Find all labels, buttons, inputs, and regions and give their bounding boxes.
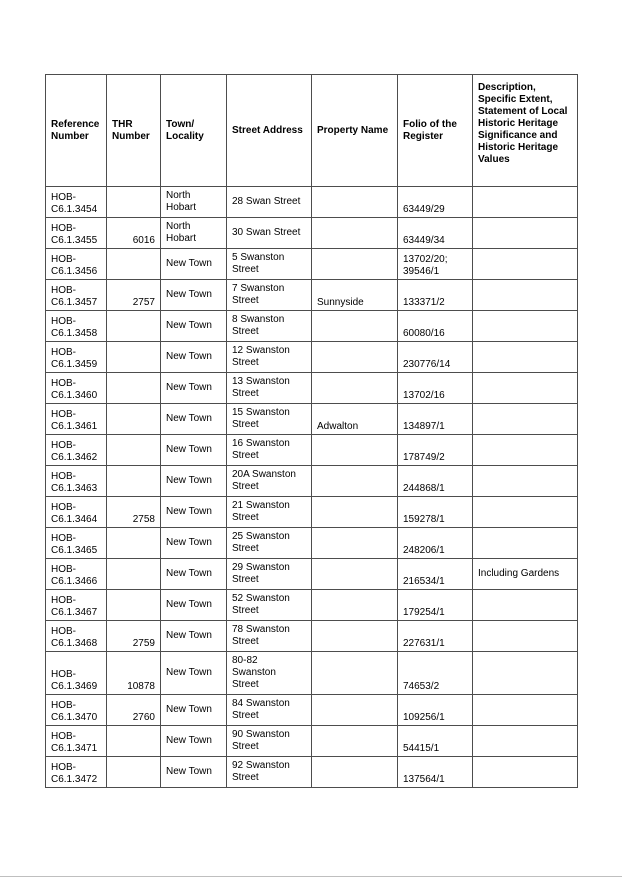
cell-folio: [398, 590, 473, 621]
cell-town-locality-text: New Town: [166, 703, 212, 715]
header-property-name: Property Name: [312, 75, 398, 187]
cell-thr-number-text: 2760: [132, 712, 155, 723]
cell-reference-number: [46, 757, 107, 788]
cell-folio-text: 133371/2: [403, 297, 445, 308]
cell-reference-number: [46, 466, 107, 497]
cell-description: [473, 249, 578, 280]
cell-town-locality: [161, 311, 227, 342]
cell-reference-number-text: HOB- C6.1.3467: [51, 595, 98, 618]
cell-reference-number: [46, 590, 107, 621]
cell-town-locality: [161, 280, 227, 311]
cell-folio-text: 63449/34: [403, 235, 445, 246]
table-row: [46, 652, 578, 695]
cell-property-name: [312, 435, 398, 466]
cell-reference-number-text: HOB- C6.1.3468: [51, 626, 98, 649]
cell-town-locality: [161, 497, 227, 528]
cell-folio-text: 137564/1: [403, 774, 445, 785]
cell-folio-text: 74653/2: [403, 681, 440, 692]
cell-street-address: [227, 466, 312, 497]
cell-reference-number-text: HOB- C6.1.3458: [51, 316, 98, 339]
cell-thr-number: [107, 311, 161, 342]
cell-town-locality: [161, 559, 227, 590]
cell-folio: [398, 404, 473, 435]
cell-property-name: [312, 187, 398, 218]
cell-street-address: [227, 435, 312, 466]
cell-reference-number: [46, 621, 107, 652]
cell-reference-number-text: HOB- C6.1.3459: [51, 347, 98, 370]
cell-street-address-text: 16 Swanston Street: [232, 437, 290, 461]
cell-reference-number: [46, 695, 107, 726]
cell-thr-number: [107, 466, 161, 497]
cell-town-locality: [161, 435, 227, 466]
cell-town-locality-text: New Town: [166, 567, 212, 579]
table-row: [46, 404, 578, 435]
cell-thr-number: [107, 342, 161, 373]
cell-street-address-text: 25 Swanston Street: [232, 530, 290, 554]
cell-street-address-text: 20A Swanston Street: [232, 468, 296, 492]
cell-street-address: [227, 280, 312, 311]
cell-street-address-text: 92 Swanston Street: [232, 759, 290, 783]
cell-thr-number: [107, 249, 161, 280]
cell-property-name: [312, 757, 398, 788]
cell-property-name: [312, 559, 398, 590]
cell-town-locality-text: New Town: [166, 381, 212, 393]
cell-thr-number-text: 2758: [132, 514, 155, 525]
cell-reference-number-text: HOB- C6.1.3465: [51, 533, 98, 556]
cell-folio-text: 134897/1: [403, 421, 445, 432]
cell-reference-number: [46, 373, 107, 404]
cell-folio: [398, 528, 473, 559]
table-row: [46, 466, 578, 497]
cell-folio: [398, 497, 473, 528]
cell-folio-text: 54415/1: [403, 743, 440, 754]
cell-town-locality: [161, 621, 227, 652]
cell-street-address: [227, 218, 312, 249]
cell-street-address-text: 15 Swanston Street: [232, 406, 290, 430]
cell-street-address: [227, 726, 312, 757]
table-row: [46, 311, 578, 342]
table-row: [46, 373, 578, 404]
cell-description: [473, 559, 578, 590]
cell-description: [473, 726, 578, 757]
heritage-register-table: [45, 74, 578, 788]
cell-property-name: [312, 311, 398, 342]
cell-reference-number-text: HOB- C6.1.3471: [51, 731, 98, 754]
cell-reference-number-text: HOB- C6.1.3460: [51, 378, 98, 401]
cell-street-address-text: 21 Swanston Street: [232, 499, 290, 523]
cell-reference-number: [46, 311, 107, 342]
cell-folio: [398, 695, 473, 726]
cell-town-locality-text: New Town: [166, 443, 212, 455]
cell-reference-number-text: HOB- C6.1.3455: [51, 223, 98, 246]
cell-folio-text: 13702/16: [403, 390, 445, 401]
cell-thr-number-text: 6016: [132, 235, 155, 246]
cell-reference-number: [46, 726, 107, 757]
cell-town-locality-text: New Town: [166, 734, 212, 746]
cell-town-locality: [161, 404, 227, 435]
cell-description: [473, 466, 578, 497]
table-row: [46, 280, 578, 311]
cell-property-name: [312, 652, 398, 695]
cell-thr-number: [107, 218, 161, 249]
cell-street-address-text: 29 Swanston Street: [232, 561, 290, 585]
cell-folio: [398, 218, 473, 249]
cell-reference-number-text: HOB- C6.1.3463: [51, 471, 98, 494]
header-folio: Folio of the Register: [398, 75, 473, 187]
cell-street-address-text: 80-82 Swanston Street: [232, 654, 276, 690]
cell-folio-text: 63449/29: [403, 204, 445, 215]
cell-street-address-text: 12 Swanston Street: [232, 344, 290, 368]
table-row: [46, 726, 578, 757]
cell-town-locality: [161, 249, 227, 280]
cell-description: [473, 695, 578, 726]
table-row: [46, 218, 578, 249]
cell-street-address: [227, 342, 312, 373]
cell-street-address-text: 28 Swan Street: [232, 195, 301, 207]
cell-reference-number: [46, 404, 107, 435]
cell-description: [473, 311, 578, 342]
cell-town-locality: [161, 590, 227, 621]
cell-folio: [398, 342, 473, 373]
cell-reference-number: [46, 280, 107, 311]
cell-reference-number-text: HOB- C6.1.3470: [51, 700, 98, 723]
cell-town-locality: [161, 652, 227, 695]
header-thr-number: THR Number: [107, 75, 161, 187]
cell-property-name: [312, 342, 398, 373]
cell-thr-number: [107, 559, 161, 590]
cell-street-address-text: 7 Swanston Street: [232, 282, 285, 306]
cell-town-locality-text: New Town: [166, 350, 212, 362]
cell-thr-number: [107, 373, 161, 404]
cell-folio-text: 159278/1: [403, 514, 445, 525]
cell-folio: [398, 621, 473, 652]
cell-description: [473, 404, 578, 435]
cell-reference-number-text: HOB- C6.1.3472: [51, 762, 98, 785]
cell-reference-number: [46, 435, 107, 466]
cell-folio-text: 244868/1: [403, 483, 445, 494]
cell-town-locality: [161, 695, 227, 726]
cell-town-locality-text: New Town: [166, 319, 212, 331]
cell-thr-number-text: 10878: [127, 681, 155, 692]
cell-thr-number: [107, 528, 161, 559]
cell-reference-number: [46, 249, 107, 280]
cell-folio: [398, 187, 473, 218]
cell-town-locality-text: New Town: [166, 666, 212, 678]
cell-street-address: [227, 757, 312, 788]
cell-reference-number-text: HOB- C6.1.3464: [51, 502, 98, 525]
cell-street-address: [227, 652, 312, 695]
cell-thr-number: [107, 590, 161, 621]
cell-street-address: [227, 621, 312, 652]
table-row: [46, 187, 578, 218]
cell-town-locality: [161, 466, 227, 497]
cell-description: [473, 497, 578, 528]
table-row: [46, 757, 578, 788]
cell-reference-number: [46, 652, 107, 695]
cell-thr-number: [107, 497, 161, 528]
table-row: [46, 249, 578, 280]
cell-reference-number: [46, 218, 107, 249]
cell-reference-number: [46, 528, 107, 559]
cell-property-name: [312, 280, 398, 311]
cell-reference-number-text: HOB- C6.1.3469: [51, 669, 98, 692]
cell-folio: [398, 726, 473, 757]
cell-reference-number-text: HOB- C6.1.3457: [51, 285, 98, 308]
cell-property-name: [312, 373, 398, 404]
cell-property-name: [312, 466, 398, 497]
cell-description: [473, 528, 578, 559]
cell-folio-text: 109256/1: [403, 712, 445, 723]
table-row: [46, 435, 578, 466]
header-street-address: Street Address: [227, 75, 312, 187]
cell-thr-number: [107, 435, 161, 466]
cell-reference-number-text: HOB- C6.1.3456: [51, 254, 98, 277]
cell-street-address-text: 84 Swanston Street: [232, 697, 290, 721]
table-row: [46, 621, 578, 652]
table-row: [46, 342, 578, 373]
cell-folio-text: 227631/1: [403, 638, 445, 649]
cell-folio: [398, 280, 473, 311]
cell-description: [473, 621, 578, 652]
cell-property-name: [312, 218, 398, 249]
cell-description: [473, 373, 578, 404]
cell-town-locality-text: New Town: [166, 505, 212, 517]
cell-property-name: [312, 621, 398, 652]
cell-street-address: [227, 404, 312, 435]
cell-description: [473, 590, 578, 621]
cell-town-locality: [161, 373, 227, 404]
cell-town-locality-text: New Town: [166, 474, 212, 486]
cell-description: [473, 218, 578, 249]
cell-description: [473, 435, 578, 466]
cell-folio-text: 13702/20; 39546/1: [403, 254, 448, 277]
cell-property-name: [312, 404, 398, 435]
cell-property-name: [312, 726, 398, 757]
cell-town-locality: [161, 342, 227, 373]
cell-description: [473, 757, 578, 788]
cell-folio: [398, 249, 473, 280]
cell-property-name-text: Adwalton: [317, 421, 359, 432]
table-row: [46, 695, 578, 726]
cell-property-name-text: Sunnyside: [317, 297, 364, 308]
cell-description: [473, 652, 578, 695]
cell-town-locality-text: New Town: [166, 629, 212, 641]
cell-street-address: [227, 590, 312, 621]
cell-property-name: [312, 497, 398, 528]
cell-thr-number: [107, 652, 161, 695]
cell-folio: [398, 311, 473, 342]
cell-description: [473, 342, 578, 373]
cell-folio-text: 60080/16: [403, 328, 445, 339]
cell-reference-number: [46, 497, 107, 528]
cell-property-name: [312, 590, 398, 621]
header-town-locality: Town/ Locality: [161, 75, 227, 187]
cell-folio: [398, 466, 473, 497]
cell-street-address-text: 8 Swanston Street: [232, 313, 285, 337]
cell-folio: [398, 559, 473, 590]
cell-reference-number: [46, 559, 107, 590]
cell-town-locality: [161, 757, 227, 788]
cell-town-locality-text: New Town: [166, 257, 212, 269]
cell-town-locality: [161, 528, 227, 559]
table-row: [46, 559, 578, 590]
cell-street-address: [227, 373, 312, 404]
cell-thr-number-text: 2759: [132, 638, 155, 649]
cell-thr-number: [107, 726, 161, 757]
cell-reference-number-text: HOB- C6.1.3462: [51, 440, 98, 463]
cell-thr-number: [107, 404, 161, 435]
cell-folio: [398, 757, 473, 788]
table-row: [46, 497, 578, 528]
cell-street-address-text: 30 Swan Street: [232, 226, 301, 238]
cell-property-name: [312, 528, 398, 559]
cell-town-locality-text: North Hobart: [166, 220, 197, 244]
cell-town-locality-text: North Hobart: [166, 189, 197, 213]
cell-thr-number: [107, 695, 161, 726]
cell-street-address-text: 5 Swanston Street: [232, 251, 285, 275]
cell-town-locality-text: New Town: [166, 598, 212, 610]
cell-thr-number-text: 2757: [132, 297, 155, 308]
cell-folio-text: 248206/1: [403, 545, 445, 556]
cell-street-address: [227, 311, 312, 342]
cell-description: [473, 280, 578, 311]
cell-thr-number: [107, 621, 161, 652]
cell-folio-text: 179254/1: [403, 607, 445, 618]
cell-street-address: [227, 559, 312, 590]
cell-property-name: [312, 695, 398, 726]
cell-reference-number: [46, 187, 107, 218]
cell-street-address: [227, 187, 312, 218]
cell-thr-number: [107, 187, 161, 218]
cell-reference-number-text: HOB- C6.1.3466: [51, 564, 98, 587]
cell-reference-number-text: HOB- C6.1.3454: [51, 192, 98, 215]
cell-folio: [398, 435, 473, 466]
cell-property-name: [312, 249, 398, 280]
page-bottom-rule: [0, 876, 622, 877]
cell-description: [473, 187, 578, 218]
cell-street-address-text: 78 Swanston Street: [232, 623, 290, 647]
table-row: [46, 528, 578, 559]
cell-town-locality-text: New Town: [166, 536, 212, 548]
cell-description-text: Including Gardens: [478, 567, 560, 579]
cell-town-locality: [161, 726, 227, 757]
cell-town-locality: [161, 218, 227, 249]
cell-thr-number: [107, 280, 161, 311]
header-description: Description, Specific Extent, Statement of Local Historic Heritage Significance and Historic Heritage Values: [473, 75, 578, 187]
cell-reference-number: [46, 342, 107, 373]
cell-street-address: [227, 249, 312, 280]
cell-folio: [398, 652, 473, 695]
cell-street-address-text: 52 Swanston Street: [232, 592, 290, 616]
cell-town-locality-text: New Town: [166, 288, 212, 300]
cell-town-locality: [161, 187, 227, 218]
cell-thr-number: [107, 757, 161, 788]
cell-street-address: [227, 695, 312, 726]
cell-street-address: [227, 497, 312, 528]
table-row: [46, 590, 578, 621]
cell-town-locality-text: New Town: [166, 765, 212, 777]
cell-town-locality-text: New Town: [166, 412, 212, 424]
cell-street-address-text: 90 Swanston Street: [232, 728, 290, 752]
cell-reference-number-text: HOB- C6.1.3461: [51, 409, 98, 432]
cell-folio-text: 216534/1: [403, 576, 445, 587]
table-header-row: [46, 75, 578, 187]
cell-folio-text: 178749/2: [403, 452, 445, 463]
header-reference-number: Reference Number: [46, 75, 107, 187]
cell-folio-text: 230776/14: [403, 359, 451, 370]
cell-folio: [398, 373, 473, 404]
cell-street-address: [227, 528, 312, 559]
cell-street-address-text: 13 Swanston Street: [232, 375, 290, 399]
